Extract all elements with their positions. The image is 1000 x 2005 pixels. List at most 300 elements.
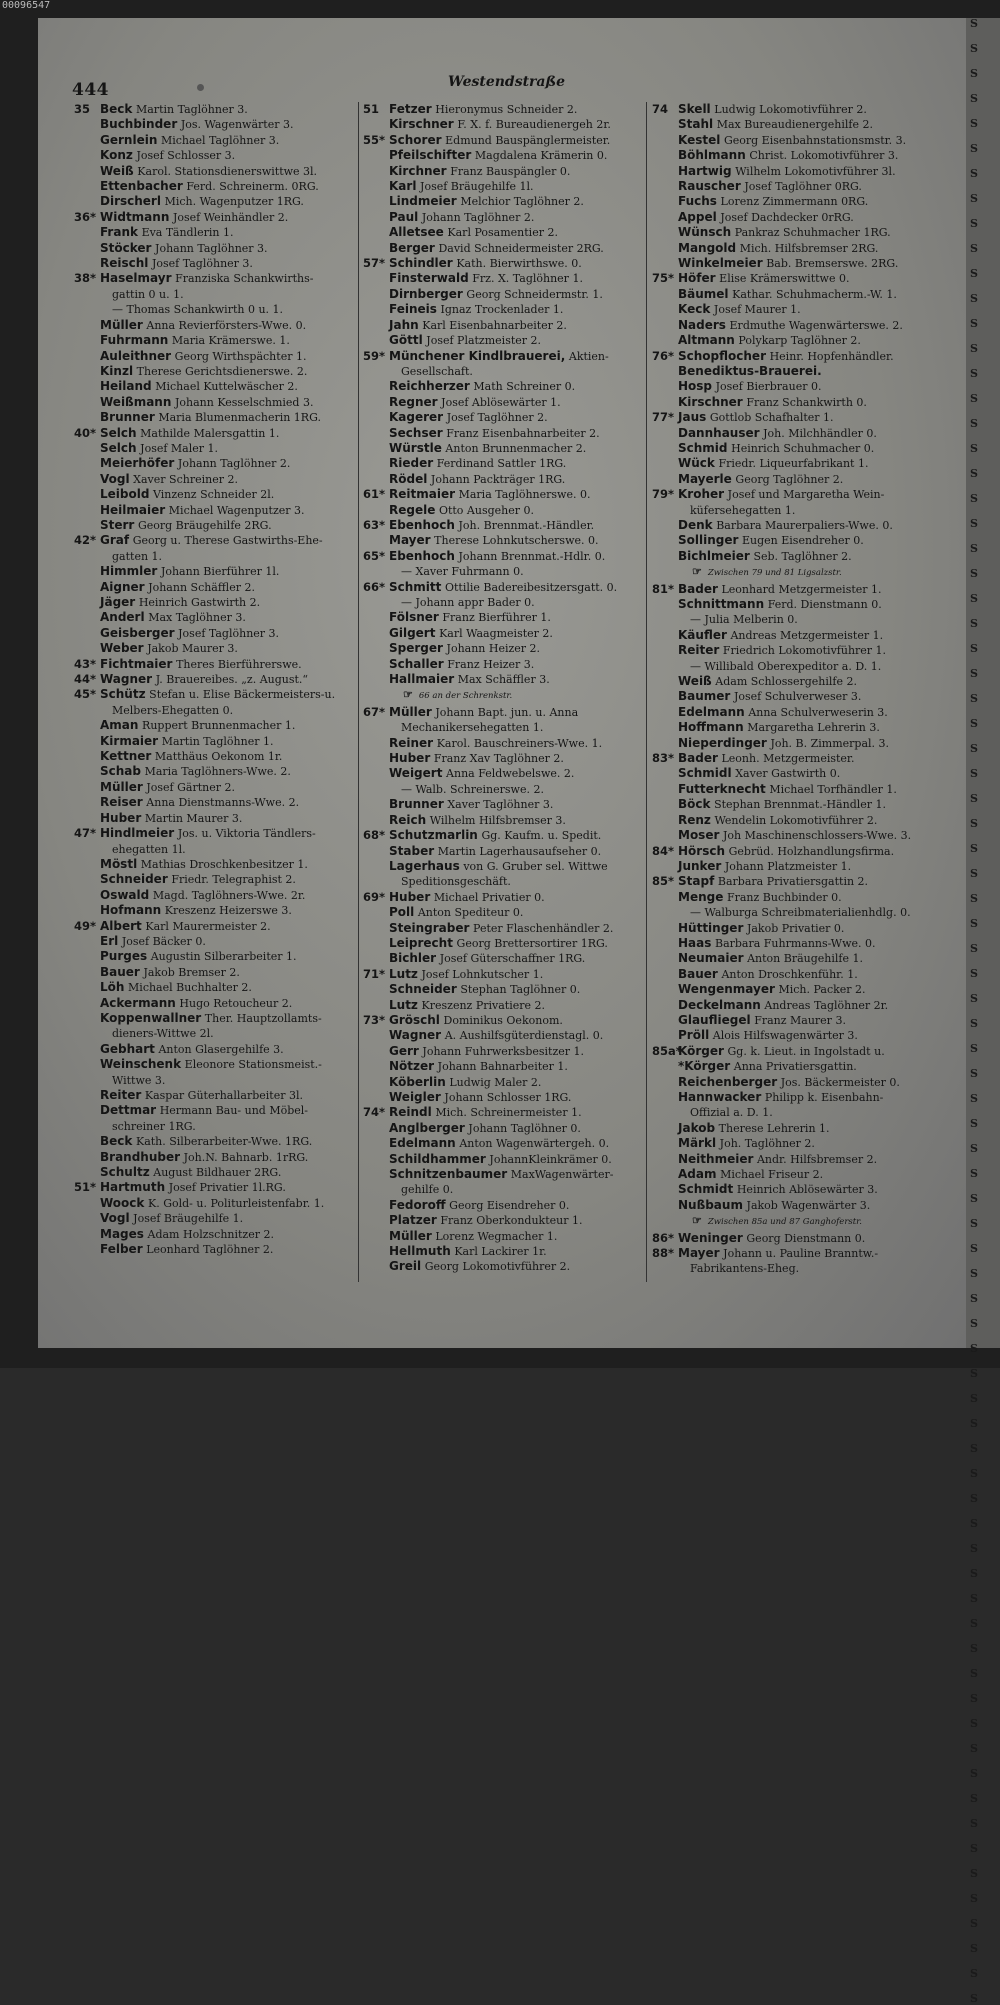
resident-details: Karl Posamentier 2. — [447, 226, 558, 240]
directory-entry — [652, 1152, 944, 1167]
edge-letter: S — [970, 267, 978, 280]
directory-entry — [74, 549, 366, 564]
resident-details: Anton Bräugehilfe 1. — [747, 952, 863, 966]
resident-details: Georg Wirthspächter 1. — [174, 349, 307, 363]
resident-details: Ferd. Dienstmann 0. — [767, 598, 882, 611]
resident-surname: Reichherzer — [389, 379, 470, 394]
directory-entry — [363, 333, 655, 348]
directory-entry — [363, 256, 655, 271]
resident-surname: Münchener Kindlbrauerei, — [389, 348, 566, 363]
resident-surname: Berger — [389, 240, 435, 255]
edge-letter: S — [970, 167, 978, 180]
directory-entry — [74, 780, 366, 795]
resident-details: Johann u. Pauline Branntw.- — [723, 1247, 879, 1261]
directory-entry — [652, 364, 944, 379]
house-number: 76* — [652, 348, 675, 363]
directory-entry — [363, 874, 655, 889]
ink-dot — [197, 84, 204, 91]
resident-surname: Brunner — [389, 797, 444, 812]
house-number: 51* — [74, 1180, 97, 1195]
resident-details: Anna Feldwebelswe. 2. — [446, 767, 575, 781]
resident-details: Michael Taglöhner 3. — [160, 133, 280, 147]
edge-letter: S — [970, 17, 978, 30]
directory-entry — [74, 718, 366, 733]
cross-street-note — [363, 687, 655, 704]
resident-details: Peter Flaschenhändler 2. — [473, 921, 614, 935]
resident-details: Michael Wagenputzer 3. — [168, 503, 305, 517]
resident-surname: Auleithner — [100, 348, 172, 363]
resident-surname: Wünsch — [678, 225, 732, 240]
resident-surname: Fuhrmann — [100, 333, 169, 348]
street-title: Westendstraße — [448, 74, 566, 90]
resident-surname: Buchbinder — [100, 117, 178, 132]
resident-surname: Haas — [678, 935, 712, 950]
resident-details: — Willibald Oberexpeditor a. D. 1. — [690, 659, 882, 673]
resident-surname: Kestel — [678, 132, 721, 147]
resident-surname: Finsterwald — [389, 271, 469, 286]
resident-surname: Jakob — [678, 1120, 716, 1135]
resident-details: Frz. X. Taglöhner 1. — [472, 272, 583, 286]
resident-surname: Platzer — [389, 1213, 437, 1228]
resident-details: Johann Taglöhner 2. — [421, 210, 535, 224]
resident-surname: Reiser — [100, 795, 143, 810]
resident-details: Franz Xav Taglöhner 2. — [433, 752, 564, 766]
directory-entry — [363, 936, 655, 951]
directory-entry — [363, 241, 655, 256]
directory-entry — [652, 225, 944, 240]
edge-letter: S — [970, 1042, 978, 1055]
resident-surname: Reich — [389, 812, 427, 827]
directory-entry — [74, 349, 366, 364]
edge-letter: S — [970, 817, 978, 830]
directory-entry — [74, 102, 366, 117]
resident-details: Seb. Taglöhner 2. — [753, 549, 852, 563]
edge-letter: S — [970, 1792, 978, 1805]
resident-details: Karol. Bauschreiners-Wwe. 1. — [436, 736, 603, 750]
house-number: 77* — [652, 410, 675, 425]
directory-entry — [74, 888, 366, 903]
resident-details: MaxWagenwärter- — [510, 1168, 614, 1182]
resident-surname: Schmidt — [678, 1182, 734, 1197]
resident-details: Xaver Taglöhner 3. — [447, 798, 554, 812]
house-number: 84* — [652, 843, 675, 858]
edge-letter: S — [970, 742, 978, 755]
directory-entry — [652, 549, 944, 564]
resident-details: Johann Schlosser 1RG. — [444, 1091, 572, 1104]
resident-surname: Neumaier — [678, 951, 744, 966]
resident-details: Josef Lohnkutscher 1. — [421, 967, 544, 981]
page-number: 444 — [72, 80, 109, 100]
resident-details: Karl Waagmeister 2. — [439, 626, 553, 640]
directory-entry — [74, 1242, 366, 1257]
directory-entry — [363, 782, 655, 797]
resident-details: Magdalena Krämerin 0. — [474, 149, 608, 163]
resident-surname: Futterknecht — [678, 781, 766, 796]
resident-details: Franz Eisenbahnarbeiter 2. — [446, 426, 600, 440]
resident-details: Stephan Brennmat.-Händler 1. — [714, 798, 887, 812]
directory-entry — [652, 844, 944, 859]
resident-surname: Fichtmaier — [100, 656, 173, 671]
resident-surname: Göttl — [389, 333, 423, 348]
edge-letter: S — [970, 517, 978, 530]
resident-details: Adam Schlossergehilfe 2. — [715, 675, 857, 689]
resident-surname: Geisberger — [100, 625, 175, 640]
directory-entry — [74, 148, 366, 163]
directory-entry — [74, 395, 366, 410]
directory-entry — [74, 703, 366, 718]
house-number: 86* — [652, 1230, 675, 1245]
resident-surname: Leibold — [100, 487, 150, 502]
resident-surname: Schildhammer — [389, 1151, 486, 1166]
directory-entry — [652, 1167, 944, 1182]
resident-details: Gg. k. Lieut. in Ingolstadt u. — [727, 1044, 885, 1058]
resident-surname: Gernlein — [100, 132, 158, 147]
resident-surname: Hallmaier — [389, 672, 455, 687]
directory-column-2 — [363, 102, 655, 1275]
resident-details: Martin Maurer 3. — [144, 811, 243, 825]
resident-surname: Koppenwallner — [100, 1010, 202, 1025]
resident-surname: Feineis — [389, 302, 437, 317]
house-number: 49* — [74, 918, 97, 933]
resident-surname: Reichenberger — [678, 1074, 778, 1089]
resident-details: Heinrich Gastwirth 2. — [138, 596, 261, 609]
directory-entry — [74, 1134, 366, 1149]
resident-surname: Leiprecht — [389, 935, 453, 950]
edge-letter: S — [970, 442, 978, 455]
directory-entry — [652, 612, 944, 627]
resident-details: Martin Taglöhner 1. — [161, 734, 274, 748]
directory-entry — [74, 1119, 366, 1134]
edge-letter: S — [970, 967, 978, 980]
directory-entry — [74, 1180, 366, 1195]
resident-details: Anton Droschkenführ. 1. — [721, 967, 858, 981]
resident-details: Mathias Droschkenbesitzer 1. — [140, 857, 308, 871]
edge-letter: S — [970, 1392, 978, 1405]
resident-surname: Alletsee — [389, 225, 444, 240]
resident-surname: Höfer — [678, 271, 716, 286]
resident-details: Fabrikantens-Eheg. — [690, 1262, 800, 1276]
resident-surname: Fuchs — [678, 194, 717, 209]
resident-surname: Purges — [100, 949, 148, 964]
resident-details: Karol. Stationsdienerswittwe 3l. — [137, 164, 318, 178]
resident-details: ehegatten 1l. — [112, 842, 186, 856]
resident-surname: Ackermann — [100, 995, 176, 1010]
resident-details: Alois Hilfswagenwärter 3. — [712, 1029, 858, 1043]
edge-letter: S — [970, 867, 978, 880]
edge-letter: S — [970, 467, 978, 480]
directory-entry — [652, 1090, 944, 1105]
resident-details: A. Aushilfsgüterdienstagl. 0. — [444, 1029, 604, 1043]
resident-details: Lorenz Zimmermann 0RG. — [720, 195, 869, 209]
directory-entry — [74, 1196, 366, 1211]
edge-letter: S — [970, 1067, 978, 1080]
resident-details: Wittwe 3. — [112, 1073, 166, 1087]
resident-details: Jos. Wagenwärter 3. — [180, 118, 294, 132]
resident-details: gehilfe 0. — [401, 1183, 454, 1197]
directory-entry — [652, 582, 944, 597]
resident-surname: Nötzer — [389, 1059, 435, 1074]
resident-surname: Menge — [678, 889, 724, 904]
resident-surname: Mayer — [389, 533, 431, 548]
edge-letter: S — [970, 1642, 978, 1655]
resident-surname: Hartwig — [678, 163, 732, 178]
directory-entry — [652, 982, 944, 997]
directory-entry — [363, 982, 655, 997]
resident-details: Mich. Wagenputzer 1RG. — [164, 195, 304, 209]
directory-entry — [652, 503, 944, 518]
resident-surname: Hörsch — [678, 843, 726, 858]
resident-surname: Himmler — [100, 564, 158, 579]
resident-details: Anna Privatiersgattin. — [733, 1060, 857, 1074]
directory-entry — [652, 318, 944, 333]
edge-letter: S — [970, 417, 978, 430]
directory-entry — [363, 828, 655, 843]
resident-surname: Hellmuth — [389, 1244, 451, 1259]
resident-surname: Schultz — [100, 1165, 150, 1180]
resident-details: Ignaz Trockenlader 1. — [440, 303, 564, 317]
directory-entry — [363, 626, 655, 641]
resident-surname: Lagerhaus — [389, 858, 460, 873]
directory-entry — [363, 813, 655, 828]
house-number: 42* — [74, 533, 97, 548]
edge-letter: S — [970, 242, 978, 255]
resident-surname: Wück — [678, 456, 715, 471]
directory-entry — [363, 1059, 655, 1074]
resident-details: Anna Schulverweserin 3. — [748, 705, 888, 719]
resident-surname: Reischl — [100, 256, 149, 271]
resident-details: Josef Taglöhner 0RG. — [744, 180, 862, 194]
directory-entry — [363, 1198, 655, 1213]
resident-details: Josef Schlosser 3. — [136, 149, 236, 163]
directory-entry — [652, 813, 944, 828]
resident-details: Michael Kuttelwäscher 2. — [155, 380, 298, 394]
resident-details: Josef Ablösewärter 1. — [441, 395, 561, 409]
resident-surname: Kirschner — [678, 394, 743, 409]
directory-entry — [363, 1090, 655, 1105]
house-number: 85a* — [652, 1043, 682, 1058]
resident-surname: Hannwacker — [678, 1090, 762, 1104]
resident-surname: Schutzmarlin — [389, 828, 478, 843]
resident-surname: Köberlin — [389, 1074, 446, 1089]
resident-surname: Hosp — [678, 379, 713, 394]
directory-entry — [652, 736, 944, 751]
resident-surname: Körger — [678, 1043, 724, 1058]
directory-entry — [363, 102, 655, 117]
resident-surname: Schneider — [100, 872, 168, 887]
resident-details: Wilhelm Lokomotivführer 3l. — [735, 164, 896, 178]
resident-surname: Schmidl — [678, 766, 732, 781]
house-number: 85* — [652, 874, 675, 889]
resident-surname: Weißmann — [100, 394, 172, 409]
resident-details: Michael Privatier 0. — [433, 890, 545, 904]
resident-surname: Widtmann — [100, 209, 170, 224]
resident-surname: Dettmar — [100, 1103, 157, 1118]
cross-street-note — [652, 564, 944, 581]
directory-entry — [74, 564, 366, 579]
resident-surname: Pfeilschifter — [389, 148, 472, 163]
resident-details: Martin Taglöhner 3. — [135, 103, 248, 116]
resident-surname: Rieder — [389, 456, 434, 471]
directory-entry — [363, 564, 655, 579]
resident-details: August Bildhauer 2RG. — [153, 1166, 282, 1180]
directory-entry — [652, 271, 944, 286]
directory-entry — [652, 179, 944, 194]
directory-entry — [652, 1075, 944, 1090]
directory-entry — [652, 1231, 944, 1246]
resident-details: Bab. Bremserswe. 2RG. — [766, 257, 899, 271]
resident-surname: Weninger — [678, 1230, 743, 1245]
directory-entry — [74, 965, 366, 980]
directory-entry — [652, 117, 944, 132]
resident-surname: Huber — [389, 889, 431, 904]
directory-entry — [652, 720, 944, 735]
resident-surname: Sechser — [389, 425, 443, 440]
resident-details: Xaver Schreiner 2. — [133, 472, 238, 486]
resident-surname: Keck — [678, 302, 711, 317]
resident-surname: Steingraber — [389, 920, 470, 935]
house-number: 81* — [652, 581, 675, 596]
resident-details: Joh. B. Zimmerpal. 3. — [770, 736, 890, 750]
edge-letter: S — [970, 617, 978, 630]
directory-entry — [652, 1182, 944, 1197]
directory-entry — [652, 1198, 944, 1213]
directory-entry — [652, 349, 944, 364]
edge-letter: S — [970, 392, 978, 405]
resident-details: Martin Lagerhausaufseher 0. — [437, 844, 602, 858]
house-number: 74* — [363, 1105, 386, 1120]
resident-details: Gg. Kaufm. u. Spedit. — [481, 829, 602, 843]
resident-details: Josef Gärtner 2. — [146, 780, 235, 794]
directory-entry — [74, 117, 366, 132]
directory-entry — [363, 1229, 655, 1244]
resident-details: Leonhard Taglöhner 2. — [146, 1243, 274, 1257]
resident-details: Anton Spediteur 0. — [417, 906, 524, 920]
resident-details: Georg Lokomotivführer 2. — [424, 1260, 571, 1274]
resident-details: Jakob Privatier 0. — [746, 921, 845, 935]
resident-surname: Reindl — [389, 1105, 432, 1120]
directory-entry — [652, 395, 944, 410]
resident-details: Leonhard Metzgermeister 1. — [721, 582, 882, 596]
resident-surname: Adam — [678, 1167, 717, 1182]
resident-surname: Beck — [100, 102, 133, 116]
resident-surname: Schaller — [389, 656, 444, 671]
directory-entry — [652, 828, 944, 843]
resident-details: Franz Maurer 3. — [754, 1013, 846, 1027]
directory-entry — [363, 487, 655, 502]
directory-entry — [74, 194, 366, 209]
resident-surname: Ettenbacher — [100, 179, 183, 194]
edge-letter: S — [970, 1192, 978, 1205]
resident-surname: Fedoroff — [389, 1197, 446, 1212]
directory-entry — [363, 472, 655, 487]
resident-details: gatten 1. — [112, 549, 163, 563]
resident-details: Josef Güterschaffner 1RG. — [439, 952, 586, 966]
resident-surname: Paul — [389, 209, 419, 224]
resident-details: Georg Dienstmann 0. — [746, 1231, 866, 1245]
resident-surname: Appel — [678, 209, 717, 224]
resident-surname: Sperger — [389, 641, 443, 656]
edge-letter: S — [970, 942, 978, 955]
resident-surname: Deckelmann — [678, 997, 761, 1012]
directory-entry — [74, 333, 366, 348]
resident-details: Mich. Schreinermeister 1. — [435, 1106, 582, 1120]
resident-surname: Hartmuth — [100, 1180, 166, 1195]
resident-surname: Weigler — [389, 1090, 441, 1104]
directory-entry — [74, 287, 366, 302]
edge-letter: S — [970, 917, 978, 930]
resident-surname: Lutz — [389, 997, 418, 1012]
resident-surname: Jahn — [389, 317, 419, 332]
resident-details: Eugen Eisendreher 0. — [742, 534, 864, 548]
edge-letter: S — [970, 317, 978, 330]
resident-surname: Aman — [100, 718, 139, 733]
resident-details: Therese Lohnkutscherswe. 0. — [434, 534, 599, 548]
house-number: 79* — [652, 487, 675, 502]
resident-details: Maria Taglöhnerswe. 0. — [458, 488, 591, 502]
resident-details: Josef Taglöhner 3. — [152, 257, 253, 271]
directory-entry — [652, 921, 944, 936]
resident-details: Franz Bierführer 1. — [442, 611, 551, 625]
edge-letter: S — [970, 1767, 978, 1780]
resident-details: Johann Taglöhner 0. — [468, 1121, 581, 1135]
directory-entry — [652, 951, 944, 966]
resident-details: — Walb. Schreinerswe. 2. — [401, 782, 544, 796]
directory-entry — [74, 919, 366, 934]
edge-letter: S — [970, 992, 978, 1005]
directory-entry — [74, 934, 366, 949]
directory-entry — [652, 905, 944, 920]
resident-details: Andreas Metzgermeister 1. — [730, 628, 884, 642]
edge-letter: S — [970, 292, 978, 305]
resident-details: Georg Bräugehilfe 2RG. — [137, 518, 272, 532]
edge-letter: S — [970, 717, 978, 730]
resident-surname: Mages — [100, 1226, 144, 1241]
resident-surname: Mayer — [678, 1246, 720, 1261]
edge-letter: S — [970, 342, 978, 355]
resident-details: Franz Bauspängler 0. — [450, 164, 571, 178]
resident-details: Maria Krämerswe. 1. — [171, 334, 290, 348]
resident-surname: Haselmayr — [100, 271, 172, 286]
resident-surname: Skell — [678, 102, 711, 116]
directory-entry — [363, 641, 655, 656]
directory-entry — [652, 333, 944, 348]
directory-entry — [74, 133, 366, 148]
directory-entry — [74, 1073, 366, 1088]
edge-letter: S — [970, 692, 978, 705]
directory-entry — [363, 426, 655, 441]
resident-details: Erdmuthe Wagenwärterswe. 2. — [729, 318, 903, 332]
resident-surname: Schopflocher — [678, 348, 766, 363]
resident-details: Joh. Brennmat.-Händler. — [458, 518, 595, 532]
resident-details: Eleonore Stationsmeist.- — [184, 1058, 322, 1072]
resident-surname: Rauscher — [678, 179, 741, 194]
directory-entry — [74, 641, 366, 656]
resident-details: — Walburga Schreibmaterialienhdlg. 0. — [690, 906, 911, 920]
directory-entry — [74, 487, 366, 502]
directory-entry — [652, 456, 944, 471]
directory-entry — [652, 674, 944, 689]
resident-details: Michael Buchhalter 2. — [128, 981, 252, 995]
resident-surname: Aigner — [100, 579, 145, 594]
resident-details: Kath. Silberarbeiter-Wwe. 1RG. — [135, 1135, 313, 1149]
resident-details: Ludwig Maler 2. — [449, 1075, 542, 1089]
resident-details: von G. Gruber sel. Wittwe — [463, 859, 608, 873]
resident-details: Johann Fuhrwerksbesitzer 1. — [422, 1044, 585, 1058]
directory-entry — [652, 1105, 944, 1120]
resident-details: Georg Schneidermstr. 1. — [466, 287, 603, 301]
resident-details: — Thomas Schankwirth 0 u. 1. — [112, 303, 284, 317]
resident-details: Stephan Taglöhner 0. — [460, 983, 581, 997]
